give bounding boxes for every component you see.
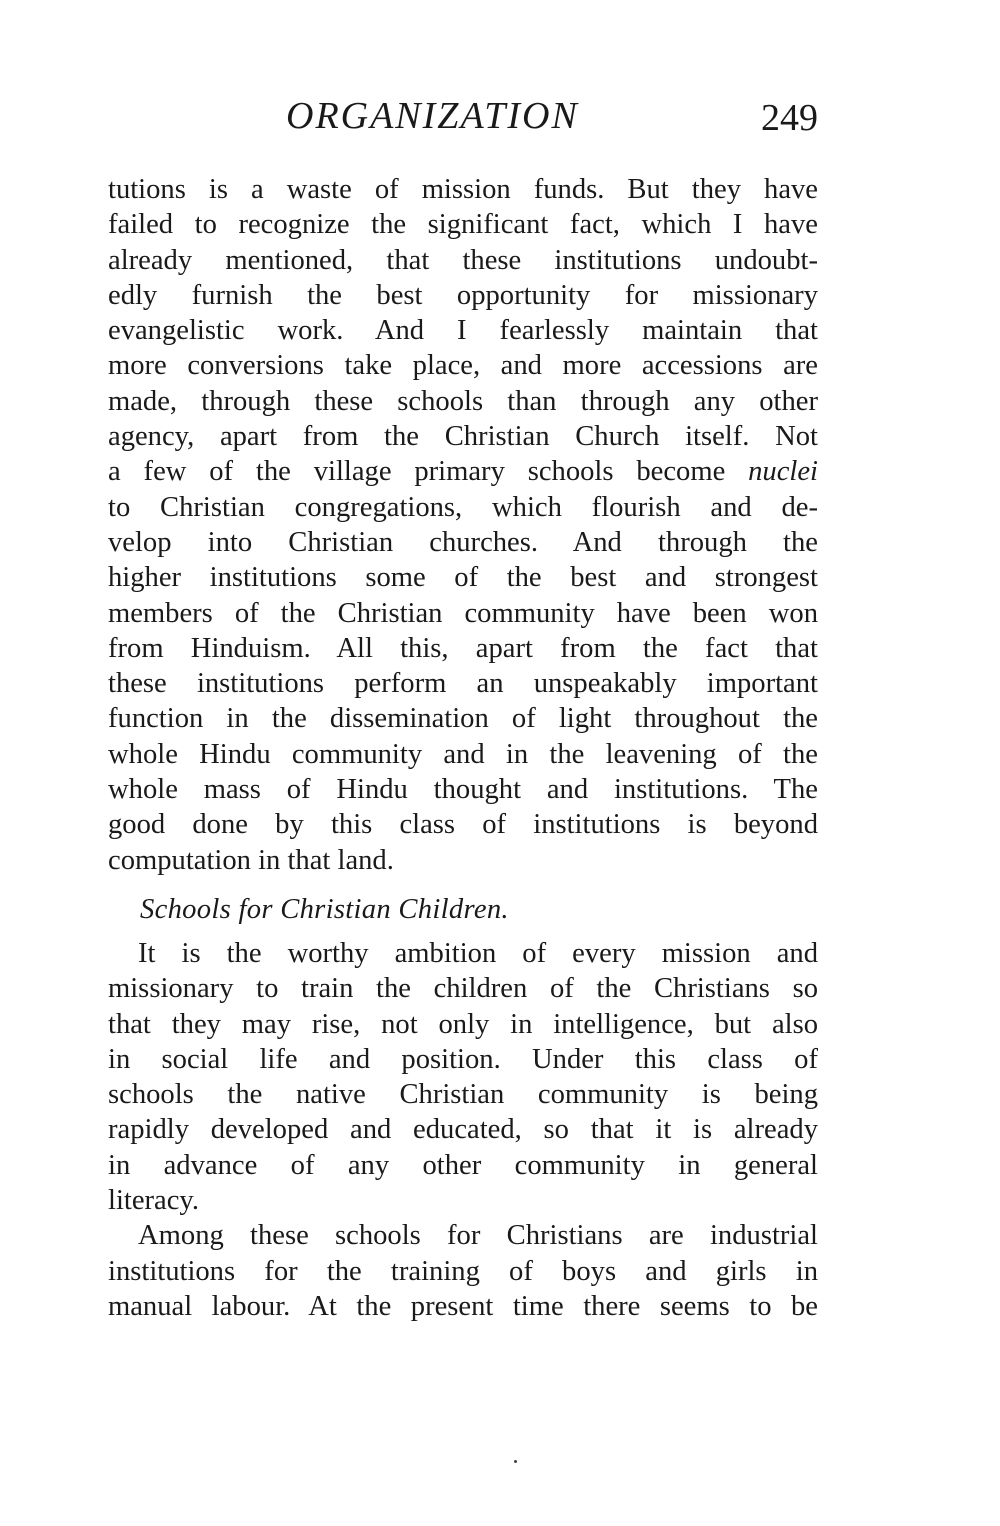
- text-line: literacy.: [108, 1185, 200, 1217]
- text-line: Among these schools for Christians are industrial: [138, 1220, 818, 1252]
- running-title: ORGANIZATION: [286, 95, 579, 137]
- text-line: computation in that land.: [108, 844, 394, 876]
- text-line: from Hinduism. All this, apart from the fact that: [108, 632, 818, 664]
- text-line: in advance of any other community in general: [108, 1149, 818, 1181]
- text-line: more conversions take place, and more accessions are: [108, 350, 818, 382]
- text-line: to Christian congregations, which flourish and de-: [108, 491, 818, 523]
- text-line: institutions for the training of boys and girls in: [108, 1255, 818, 1287]
- paragraph-2: [108, 936, 818, 1218]
- text-line: schools the native Christian community is being: [108, 1079, 818, 1111]
- text-line: failed to recognize the significant fact, which I have: [108, 209, 818, 241]
- section-heading: Schools for Christian Children.: [140, 893, 509, 925]
- text-line-with-italic: [108, 454, 818, 489]
- text-line: in social life and position. Under this class of: [108, 1043, 818, 1075]
- text-line: good done by this class of institutions is beyond: [108, 809, 818, 841]
- ink-speck: [514, 1460, 517, 1463]
- text-line: tutions is a waste of mission funds. But they have: [108, 174, 818, 205]
- text-line: evangelistic work. And I fearlessly maintain that: [108, 315, 818, 347]
- text-line: higher institutions some of the best and strongest: [108, 562, 818, 594]
- book-page: [108, 90, 818, 1324]
- paragraph-3: [108, 1218, 818, 1324]
- text-line-segment: a few of the village primary schools become: [108, 456, 749, 488]
- text-line: manual labour. At the present time there seems to be: [108, 1290, 818, 1322]
- text-line: missionary to train the children of the Christians so: [108, 973, 818, 1005]
- text-line: whole mass of Hindu thought and institutions. The: [108, 774, 818, 806]
- text-line: agency, apart from the Christian Church itself. Not: [108, 421, 818, 453]
- text-line: already mentioned, that these institutions undoubt-: [108, 244, 818, 276]
- running-head: [108, 90, 818, 150]
- paragraph-1: [108, 172, 818, 878]
- text-line: function in the dissemination of light throughout the: [108, 703, 818, 735]
- text-line: rapidly developed and educated, so that it is already: [108, 1114, 818, 1146]
- text-line: whole Hindu community and in the leavening of the: [108, 738, 818, 770]
- text-line: these institutions perform an unspeakably important: [108, 668, 818, 700]
- text-line: that they may rise, not only in intelligence, but also: [108, 1008, 818, 1040]
- text-line: edly furnish the best opportunity for missionary: [108, 279, 818, 311]
- text-line: made, through these schools than through any other: [108, 385, 818, 417]
- page-number: 249: [761, 97, 818, 139]
- italic-word-nuclei: nuclei: [748, 456, 818, 488]
- text-line: members of the Christian community have been won: [108, 597, 818, 629]
- text-line: It is the worthy ambition of every mission and: [138, 937, 818, 969]
- text-line: velop into Christian churches. And through the: [108, 526, 818, 558]
